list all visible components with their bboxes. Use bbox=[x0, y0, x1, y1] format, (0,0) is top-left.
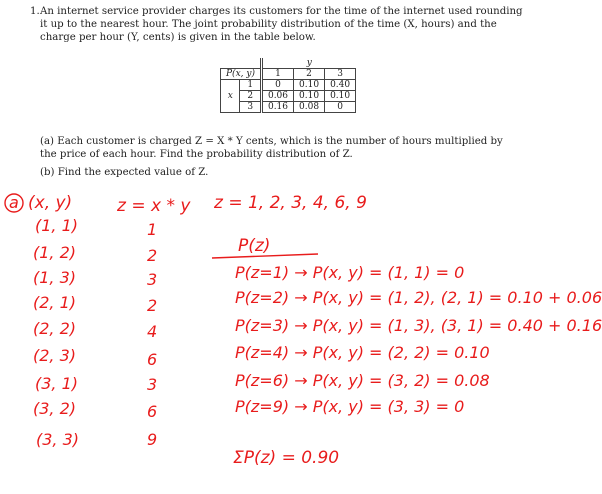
z-value: 9 bbox=[147, 430, 158, 449]
pair-item: (1, 3) bbox=[33, 268, 77, 287]
table-cell: 0.40 bbox=[325, 80, 356, 91]
pair-item: (3, 1) bbox=[35, 374, 79, 393]
row-header: 1 bbox=[240, 80, 262, 91]
pair-item: (3, 3) bbox=[36, 430, 80, 449]
z-value: 6 bbox=[147, 350, 158, 369]
z-header: z = x * y bbox=[117, 196, 191, 216]
z-value: 6 bbox=[147, 402, 158, 421]
probability-sum: ΣP(z) = 0.90 bbox=[233, 448, 340, 468]
z-value: 4 bbox=[147, 322, 158, 341]
table-cell: 0.06 bbox=[261, 91, 293, 102]
pair-item: (2, 3) bbox=[33, 346, 77, 365]
pz-line: P(z=9) → P(x, y) = (3, 3) = 0 bbox=[235, 397, 465, 416]
problem-number: 1. bbox=[30, 6, 40, 17]
z-value: 2 bbox=[147, 296, 158, 315]
table-cell: 0 bbox=[261, 80, 293, 91]
pz-line: P(z=4) → P(x, y) = (2, 2) = 0.10 bbox=[235, 343, 490, 362]
pair-item: (3, 2) bbox=[33, 399, 77, 418]
pairs-header: (x, y) bbox=[28, 193, 73, 213]
part-marker: a bbox=[9, 193, 19, 212]
z-value: 2 bbox=[147, 246, 158, 265]
part-b-question: (b) Find the expected value of Z. bbox=[40, 167, 209, 178]
z-value: 3 bbox=[147, 375, 158, 394]
table-corner-label: P(x, y) bbox=[221, 69, 262, 80]
col-header: 3 bbox=[325, 69, 356, 80]
table-cell: 0 bbox=[325, 102, 356, 113]
pz-line: P(z=3) → P(x, y) = (1, 3), (3, 1) = 0.40 + 0.16 bbox=[235, 316, 602, 335]
y-variable-label: y bbox=[261, 58, 355, 69]
pair-item: (1, 1) bbox=[35, 216, 79, 235]
row-header: 2 bbox=[240, 91, 262, 102]
problem-text: An internet service provider charges its customers for the time of the internet used rounding it up to the nearest hour. The joint probability distribution of the time (X, hours) and the charge per hour (Y, cents) is given in the table below. bbox=[40, 6, 523, 43]
pair-item: (1, 2) bbox=[33, 243, 77, 262]
z-set: z = 1, 2, 3, 4, 6, 9 bbox=[214, 193, 367, 213]
col-header: 1 bbox=[261, 69, 293, 80]
table-cell: 0.08 bbox=[294, 102, 325, 113]
table-cell: 0.10 bbox=[325, 91, 356, 102]
row-header: 3 bbox=[240, 102, 262, 113]
pair-item: (2, 1) bbox=[33, 293, 77, 312]
table-cell: 0.10 bbox=[294, 80, 325, 91]
x-variable-label: x bbox=[221, 91, 240, 102]
z-value: 1 bbox=[147, 220, 158, 239]
pz-line: P(z=1) → P(x, y) = (1, 1) = 0 bbox=[235, 263, 465, 282]
pz-header: P(z) bbox=[238, 236, 271, 256]
table-cell: 0.16 bbox=[261, 102, 293, 113]
part-a-question: (a) Each customer is charged Z = X * Y cents, which is the number of hours multiplied by the price of each hour. Find the probability distribution of Z. bbox=[40, 136, 503, 160]
col-header: 2 bbox=[294, 69, 325, 80]
pz-line: P(z=6) → P(x, y) = (3, 2) = 0.08 bbox=[235, 371, 490, 390]
pz-line: P(z=2) → P(x, y) = (1, 2), (2, 1) = 0.10 + 0.06 bbox=[235, 288, 602, 307]
z-value: 3 bbox=[147, 270, 158, 289]
table-cell: 0.10 bbox=[294, 91, 325, 102]
pair-item: (2, 2) bbox=[33, 319, 77, 338]
